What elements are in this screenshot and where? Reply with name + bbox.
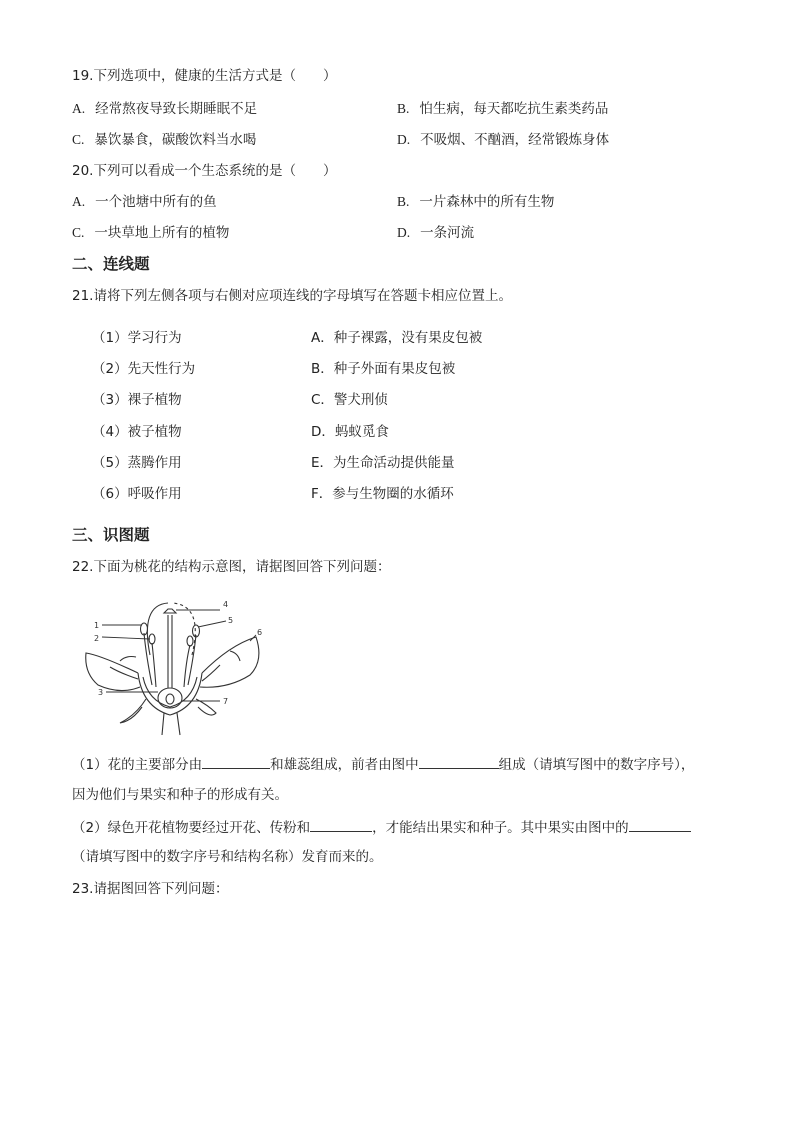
q22-part2-line2: （请填写图中的数字序号和结构名称）发育而来的。	[72, 849, 383, 865]
q20-option-d-text: 一条河流	[420, 225, 475, 241]
q22-part1-line1	[72, 754, 694, 774]
q19-option-d-letter: D.	[397, 132, 411, 147]
q20-option-b-letter: B.	[397, 194, 410, 209]
q21-right-b: B．种子外面有果皮包被	[311, 361, 456, 377]
q21-stem: 21.请将下列左侧各项与右侧对应项连线的字母填写在答题卡相应位置上。	[72, 288, 512, 304]
q21-right-c: C．警犬刑侦	[311, 392, 388, 408]
q21-right-f: F．参与生物圈的水循环	[311, 486, 454, 502]
figure-label-2: 2	[94, 634, 100, 643]
q19-option-b-letter: B.	[397, 101, 410, 116]
figure-label-7: 7	[223, 697, 229, 706]
q22-part2-text-b: ，才能结出果实和种子。其中果实由图中的	[372, 820, 629, 836]
q19-option-c-text: 暴饮暴食，碳酸饮料当水喝	[94, 132, 257, 148]
q19-option-d-text: 不吸烟、不酗酒，经常锻炼身体	[420, 132, 610, 148]
q20-stem: 20.下列可以看成一个生态系统的是（ ）	[72, 163, 337, 179]
q20-option-b	[397, 193, 554, 211]
q22-part1-text-a: （1）花的主要部分由	[72, 757, 203, 773]
q21-left-6: （6）呼吸作用	[92, 486, 182, 502]
answer-blank-1[interactable]	[202, 754, 270, 769]
q20-option-c	[72, 224, 229, 242]
figure-label-5: 5	[228, 616, 234, 625]
q22-stem: 22.下面为桃花的结构示意图，请据图回答下列问题：	[72, 559, 391, 575]
figure-label-1: 1	[94, 621, 100, 630]
q21-right-a: A．种子裸露，没有果皮包被	[311, 330, 483, 346]
q22-part1-text-c: 组成（请填写图中的数字序号），	[498, 757, 695, 773]
answer-blank-4[interactable]	[629, 817, 691, 832]
q21-left-1: （1）学习行为	[92, 330, 182, 346]
q19-option-b	[397, 100, 608, 118]
q19-option-a	[72, 100, 257, 118]
q21-right-e: E．为生命活动提供能量	[311, 455, 455, 471]
q19-option-b-text: 怕生病，每天都吃抗生素类药品	[419, 101, 609, 117]
q21-left-2: （2）先天性行为	[92, 361, 196, 377]
section-title-figure: 三、识图题	[72, 526, 150, 544]
q21-right-d: D．蚂蚁觅食	[311, 424, 389, 440]
q20-option-d	[397, 224, 474, 242]
q23-stem: 23.请据图回答下列问题：	[72, 881, 229, 897]
q22-part2-line1	[72, 817, 691, 837]
q19-option-a-letter: A.	[72, 101, 86, 116]
figure-label-4: 4	[223, 600, 229, 609]
answer-blank-3[interactable]	[310, 817, 372, 832]
q20-option-a-text: 一个池塘中所有的鱼	[95, 194, 217, 210]
q21-left-5: （5）蒸腾作用	[92, 455, 182, 471]
q21-left-3: （3）裸子植物	[92, 392, 182, 408]
q19-option-c-letter: C.	[72, 132, 85, 147]
section-title-matching: 二、连线题	[72, 255, 150, 273]
q20-option-c-letter: C.	[72, 225, 85, 240]
q20-option-a-letter: A.	[72, 194, 86, 209]
q20-option-a	[72, 193, 217, 211]
q19-stem: 19.下列选项中，健康的生活方式是（ ）	[72, 68, 337, 84]
q20-option-d-letter: D.	[397, 225, 411, 240]
q20-option-c-text: 一块草地上所有的植物	[94, 225, 230, 241]
figure-label-6: 6	[257, 628, 263, 637]
q20-option-b-text: 一片森林中的所有生物	[419, 194, 555, 210]
q19-option-d	[397, 131, 609, 149]
figure-label-3: 3	[98, 688, 104, 697]
q19-option-c	[72, 131, 256, 149]
q22-part2-text-a: （2）绿色开花植物要经过开花、传粉和	[72, 820, 311, 836]
q22-part1-line2: 因为他们与果实和种子的形成有关。	[72, 787, 288, 803]
q21-left-4: （4）被子植物	[92, 424, 182, 440]
answer-blank-2[interactable]	[419, 754, 499, 769]
q22-part1-text-b: 和雄蕊组成，前者由图中	[270, 757, 419, 773]
q19-option-a-text: 经常熬夜导致长期睡眠不足	[95, 101, 258, 117]
peach-flower-diagram	[80, 595, 270, 740]
